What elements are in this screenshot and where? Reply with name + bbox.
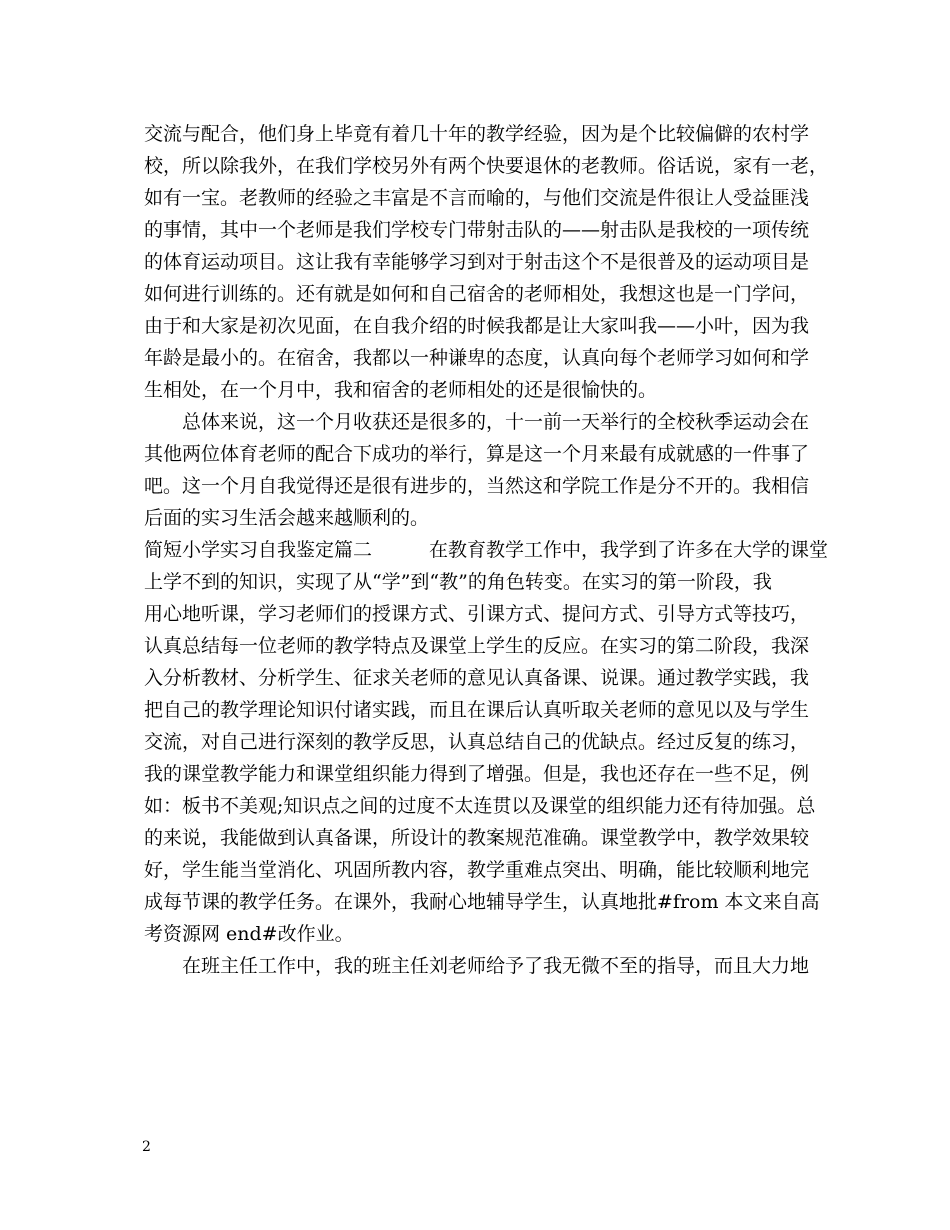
text-line: 上学不到的知识，实现了从“学”到“教”的角色转变。在实习的第一阶段，我: [144, 571, 772, 593]
page-number: 2: [142, 1139, 151, 1155]
text-line: 总体来说，这一个月收获还是很多的，十一前一天举行的全校秋季运动会在: [144, 411, 810, 433]
text-line: 校，所以除我外，在我们学校另外有两个快要退休的老教师。俗话说，家有一老，: [144, 155, 829, 177]
text-line: 入分析教材、分析学生、征求关老师的意见认真备课、说课。通过教学实践，我: [144, 667, 810, 689]
text-line: 如：板书不美观;知识点之间的过度不太连贯以及课堂的组织能力还有待加强。总: [144, 795, 816, 817]
text-line: 由于和大家是初次见面，在自我介绍的时候我都是让大家叫我——小叶，因为我: [144, 315, 810, 337]
section-heading-line: 简短小学实习自我鉴定篇二 在教育教学工作中，我学到了许多在大学的课堂: [144, 539, 829, 561]
text-line: 认真总结每一位老师的教学特点及课堂上学生的反应。在实习的第二阶段，我深: [144, 635, 810, 657]
text-line: 在班主任工作中，我的班主任刘老师给予了我无微不至的指导，而且大力地: [144, 955, 810, 977]
text-line: 用心地听课，学习老师们的授课方式、引课方式、提问方式、引导方式等技巧，: [144, 603, 810, 625]
text-line: 的事情，其中一个老师是我们学校专门带射击队的——射击队是我校的一项传统: [144, 219, 810, 241]
body-text: [144, 118, 834, 982]
text-line: 生相处，在一个月中，我和宿舍的老师相处的还是很愉快的。: [144, 379, 658, 401]
text-line: 如何进行训练的。还有就是如何和自己宿舍的老师相处，我想这也是一门学问，: [144, 283, 810, 305]
text-line: 其他两位体育老师的配合下成功的举行，算是这一个月来最有成就感的一件事了: [144, 443, 810, 465]
text-line: 后面的实习生活会越来越顺利的。: [144, 507, 430, 529]
text-line: 考资源网 end#改作业。: [144, 923, 354, 945]
text-line: 把自己的教学理论知识付诸实践，而且在课后认真听取关老师的意见以及与学生: [144, 699, 810, 721]
text-line: 的体育运动项目。这让我有幸能够学习到对于射击这个不是很普及的运动项目是: [144, 251, 810, 273]
text-line: 吧。这一个月自我觉得还是很有进步的，当然这和学院工作是分不开的。我相信: [144, 475, 810, 497]
text-line: 交流，对自己进行深刻的教学反思，认真总结自己的优缺点。经过反复的练习，: [144, 731, 810, 753]
text-line: 我的课堂教学能力和课堂组织能力得到了增强。但是，我也还存在一些不足，例: [144, 763, 810, 785]
text-line: 交流与配合，他们身上毕竟有着几十年的教学经验，因为是个比较偏僻的农村学: [144, 123, 810, 145]
text-line: 如有一宝。老教师的经验之丰富是不言而喻的，与他们交流是件很让人受益匪浅: [144, 187, 810, 209]
text-line: 成每节课的教学任务。在课外，我耐心地辅导学生，认真地批#from 本文来自高: [144, 891, 820, 913]
text-line: 好，学生能当堂消化、巩固所教内容，教学重难点突出、明确，能比较顺利地完: [144, 859, 810, 881]
text-line: 的来说，我能做到认真备课，所设计的教案规范准确。课堂教学中，教学效果较: [144, 827, 810, 849]
text-line: 年龄是最小的。在宿舍，我都以一种谦卑的态度，认真向每个老师学习如何和学: [144, 347, 810, 369]
